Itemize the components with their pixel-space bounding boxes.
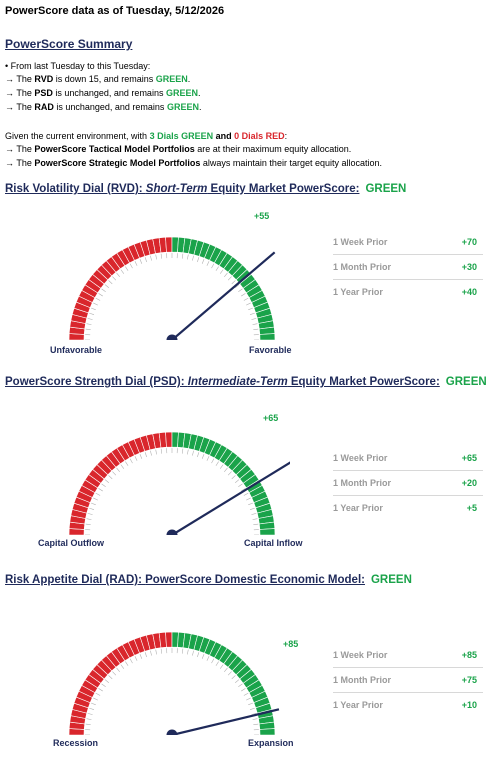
- gauge-segment: [260, 334, 275, 340]
- prior-row: 1 Week Prior +70: [333, 230, 483, 255]
- gauge-tick: [248, 503, 253, 505]
- gauge-tick: [216, 267, 219, 271]
- gauge-tick: [121, 665, 124, 669]
- gauge-segment: [260, 729, 275, 735]
- gauge-tick: [216, 662, 219, 666]
- gauge-tick: [253, 324, 258, 325]
- gauge-tick: [99, 688, 103, 691]
- rvd-gauge: [60, 200, 290, 340]
- gauge-tick: [253, 524, 258, 525]
- gauge-tick: [220, 465, 223, 469]
- rvd-title: Risk Volatility Dial (RVD): Short-Term Equity Market PowerScore: GREEN: [5, 183, 407, 195]
- gauge-tick: [102, 684, 106, 687]
- gauge-tick: [89, 508, 94, 510]
- gauge-tick: [212, 264, 214, 268]
- prior-row: 1 Year Prior +10: [333, 700, 477, 710]
- gauge-tick: [238, 289, 242, 292]
- environment-line: Given the current environment, with 3 Dials GREEN and 0 Dials RED:: [5, 131, 288, 141]
- gauge-tick: [161, 449, 162, 454]
- gauge-hub: [167, 730, 178, 736]
- gauge-tick: [150, 256, 151, 261]
- summary-item-rad: → The RAD is unchanged, and remains GREEN.: [5, 102, 202, 112]
- gauge-tick: [89, 313, 94, 315]
- summary-item-psd: → The PSD is unchanged, and remains GREEN.: [5, 88, 201, 98]
- gauge-segment: [166, 237, 172, 252]
- gauge-tick: [156, 650, 157, 655]
- gauge-tick: [93, 698, 98, 700]
- gauge-tick: [238, 684, 242, 687]
- summary-item-rvd: → The RVD is down 15, and remains GREEN.: [5, 74, 191, 84]
- gauge-tick: [224, 668, 227, 672]
- gauge-tick: [250, 313, 255, 315]
- gauge-tick: [87, 719, 92, 720]
- gauge-tick: [197, 257, 199, 262]
- report-date-header: PowerScore data as of Tuesday, 5/12/2026: [5, 5, 225, 17]
- gauge-tick: [212, 459, 214, 463]
- rad-gauge: [60, 595, 290, 735]
- gauge-tick: [96, 693, 100, 695]
- gauge-tick: [197, 652, 199, 657]
- gauge-tick: [212, 659, 214, 663]
- gauge-tick: [250, 708, 255, 710]
- prior-row: 1 Month Prior +75: [333, 668, 483, 693]
- rad-right-label: Expansion: [248, 738, 294, 748]
- gauge-tick: [130, 459, 132, 463]
- gauge-tick: [86, 724, 91, 725]
- gauge-tick: [87, 519, 92, 520]
- rvd-right-label: Favorable: [249, 345, 292, 355]
- gauge-tick: [192, 256, 193, 261]
- prior-row: 1 Month Prior +20: [333, 471, 483, 496]
- gauge-tick: [91, 703, 96, 705]
- gauge-tick: [207, 456, 209, 461]
- gauge-tick: [156, 450, 157, 455]
- gauge-tick: [253, 519, 258, 520]
- gauge-tick: [150, 651, 151, 656]
- gauge-tick: [109, 280, 113, 283]
- gauge-tick: [93, 498, 98, 500]
- gauge-tick: [251, 318, 256, 319]
- gauge-tick: [246, 698, 251, 700]
- prior-row: 1 Year Prior +40: [333, 287, 477, 297]
- gauge-tick: [88, 713, 93, 714]
- prior-row: 1 Month Prior +30: [333, 255, 483, 280]
- gauge-tick: [253, 329, 258, 330]
- gauge-tick: [253, 719, 258, 720]
- gauge-tick: [93, 303, 98, 305]
- gauge-tick: [228, 672, 231, 676]
- gauge-tick: [87, 324, 92, 325]
- gauge-tick: [145, 652, 147, 657]
- gauge-tick: [216, 462, 219, 466]
- gauge-tick: [112, 672, 115, 676]
- gauge-tick: [156, 255, 157, 260]
- gauge-tick: [105, 480, 109, 483]
- gauge-tick: [145, 452, 147, 457]
- gauge-tick: [145, 257, 147, 262]
- gauge-tick: [117, 273, 120, 277]
- rvd-prior-table: [333, 230, 483, 304]
- gauge-tick: [232, 675, 236, 678]
- gauge-tick: [117, 468, 120, 472]
- gauge-tick: [109, 675, 113, 678]
- psd-reading: +65: [263, 413, 279, 423]
- gauge-tick: [96, 298, 100, 300]
- gauge-tick: [135, 456, 137, 461]
- gauge-tick: [246, 498, 251, 500]
- gauge-tick: [112, 472, 115, 476]
- gauge-tick: [105, 680, 109, 683]
- gauge-tick: [232, 475, 236, 478]
- gauge-tick: [244, 693, 248, 695]
- gauge-tick: [250, 508, 255, 510]
- gauge-tick: [235, 480, 239, 483]
- gauge-tick: [86, 524, 91, 525]
- gauge-tick: [238, 484, 242, 487]
- psd-right-label: Capital Inflow: [244, 538, 303, 548]
- gauge-segment: [166, 432, 172, 447]
- gauge-tick: [182, 649, 183, 654]
- gauge-tick: [88, 513, 93, 514]
- gauge-tick: [241, 688, 245, 691]
- rvd-left-label: Unfavorable: [50, 345, 103, 355]
- gauge-tick: [121, 465, 124, 469]
- gauge-tick: [125, 462, 128, 466]
- gauge-tick: [150, 451, 151, 456]
- gauge-tick: [117, 668, 120, 672]
- psd-left-label: Capital Outflow: [38, 538, 104, 548]
- gauge-tick: [202, 259, 204, 264]
- psd-prior-table: [333, 446, 483, 520]
- gauge-tick: [248, 308, 253, 310]
- gauge-tick: [192, 451, 193, 456]
- gauge-tick: [161, 649, 162, 654]
- rad-left-label: Recession: [53, 738, 99, 748]
- gauge-tick: [112, 277, 115, 281]
- gauge-tick: [224, 273, 227, 277]
- gauge-tick: [192, 651, 193, 656]
- gauge-tick: [244, 493, 248, 495]
- gauge-tick: [135, 261, 137, 266]
- gauge-tick: [86, 329, 91, 330]
- gauge-tick: [251, 513, 256, 514]
- gauge-tick: [99, 293, 103, 296]
- gauge-tick: [140, 259, 142, 264]
- gauge-tick: [109, 475, 113, 478]
- gauge-tick: [248, 703, 253, 705]
- gauge-tick: [187, 255, 188, 260]
- gauge-tick: [161, 254, 162, 259]
- gauge-tick: [102, 289, 106, 292]
- gauge-tick: [130, 659, 132, 663]
- gauge-tick: [105, 285, 109, 288]
- gauge-tick: [220, 270, 223, 274]
- gauge-tick: [89, 708, 94, 710]
- gauge-tick: [197, 452, 199, 457]
- gauge-tick: [228, 277, 231, 281]
- gauge-tick: [228, 472, 231, 476]
- prior-row: 1 Week Prior +85: [333, 643, 483, 668]
- gauge-tick: [130, 264, 132, 268]
- gauge-tick: [187, 650, 188, 655]
- gauge-tick: [235, 680, 239, 683]
- gauge-tick: [202, 654, 204, 659]
- gauge-tick: [241, 293, 245, 296]
- psd-gauge: [60, 395, 290, 535]
- gauge-tick: [182, 449, 183, 454]
- gauge-tick: [96, 493, 100, 495]
- gauge-tick: [99, 488, 103, 491]
- rvd-reading: +55: [254, 211, 270, 221]
- gauge-tick: [91, 503, 96, 505]
- gauge-tick: [135, 656, 137, 661]
- gauge-tick: [121, 270, 124, 274]
- gauge-hub: [167, 530, 178, 536]
- gauge-tick: [244, 298, 248, 300]
- gauge-tick: [102, 484, 106, 487]
- gauge-tick: [246, 303, 251, 305]
- gauge-tick: [187, 450, 188, 455]
- gauge-tick: [140, 454, 142, 459]
- summary-intro: • From last Tuesday to this Tuesday:: [5, 61, 151, 71]
- gauge-tick: [220, 665, 223, 669]
- gauge-tick: [253, 724, 258, 725]
- gauge-tick: [202, 454, 204, 459]
- prior-row: 1 Year Prior +5: [333, 503, 477, 513]
- gauge-segment: [260, 529, 275, 535]
- rad-title: Risk Appetite Dial (RAD): PowerScore Domestic Economic Model: GREEN: [5, 574, 412, 586]
- gauge-tick: [224, 468, 227, 472]
- tactical-note: → The PowerScore Tactical Model Portfolios are at their maximum equity allocation.: [5, 144, 352, 154]
- gauge-tick: [207, 656, 209, 661]
- rad-prior-table: [333, 643, 483, 717]
- strategic-note: → The PowerScore Strategic Model Portfolios always maintain their target equity allocation.: [5, 158, 383, 168]
- gauge-tick: [140, 654, 142, 659]
- psd-title: PowerScore Strength Dial (PSD): Intermediate-Term Equity Market PowerScore: GREEN: [5, 376, 487, 388]
- gauge-tick: [88, 318, 93, 319]
- gauge-tick: [232, 280, 236, 283]
- gauge-tick: [182, 254, 183, 259]
- prior-row: 1 Week Prior +65: [333, 446, 483, 471]
- gauge-tick: [125, 662, 128, 666]
- gauge-tick: [91, 308, 96, 310]
- rad-reading: +85: [283, 639, 299, 649]
- gauge-tick: [125, 267, 128, 271]
- gauge-tick: [207, 261, 209, 266]
- gauge-segment: [166, 632, 172, 647]
- summary-title: PowerScore Summary: [5, 37, 133, 51]
